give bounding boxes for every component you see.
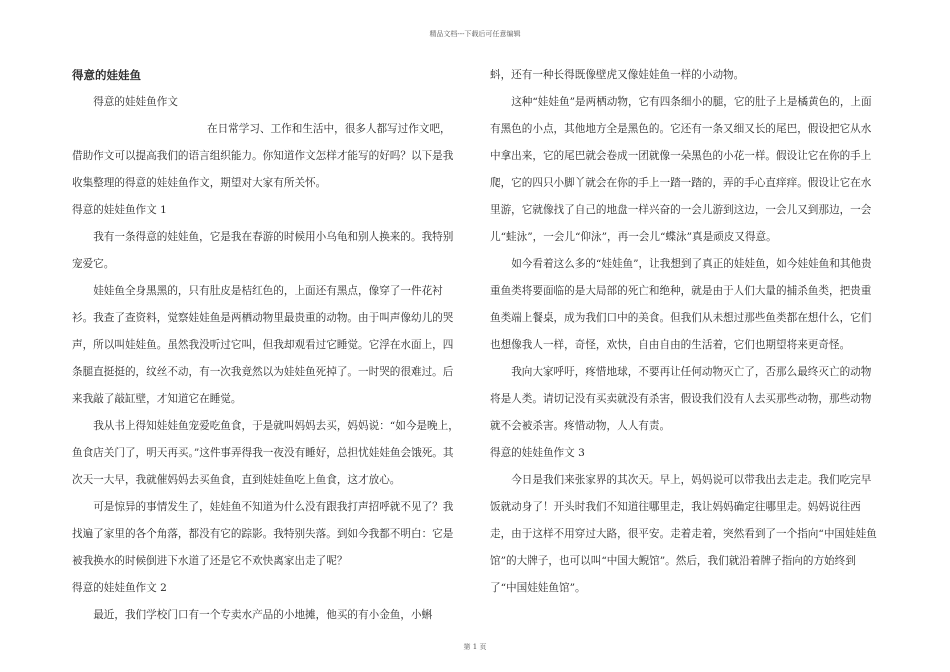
intro-line-1: 在日常学习、工作和生活中，很多人都写过作文吧，: [207, 123, 451, 135]
section-heading-3: 得意的娃娃鱼作文 3: [490, 447, 585, 459]
paragraph-8: 我向大家呼吁，疼惜地球，不要再让任何动物灭亡了，否那么最终灭亡的动物将是人类。请切记没有买卖就没有杀害，假设我们没有人去买那些动物，那些动物就不会被杀害。疼惜动物，人人有责。: [490, 366, 872, 432]
paragraph-2: 娃娃鱼全身黑黑的，只有肚皮是桔红色的，上面还有黑点，像穿了一件花衬衫。我查了查资料，觉察娃娃鱼是两栖动物里最贵重的动物。由于叫声像幼儿的哭声，所以叫娃娃鱼。虽然我没听过它叫，但我却观看过它睡觉。它浮在水面上，四条腿直挺挺的，纹丝不动，有一次我竟然以为娃娃鱼死掉了。一时哭的很难过。后来我敲了敲缸壁，才知道它在睡觉。: [72, 285, 454, 405]
paragraph-6: 这种“娃娃鱼”是两栖动物，它有四条细小的腿，它的肚子上是橘黄色的，上面有黑色的小点，其他地方全是黑色的。它还有一条又细又长的尾巴，假设把它从水中拿出来，它的尾巴就会卷成一团就像一朵黑色的小花一样。假设让它在你的手上爬，它的四只小脚丫就会在你的手上一踏一踏的，弄的手心直痒痒。假设让它在水里游，它就像找了自己的地盘一样兴奋的一会儿游到这边，一会儿又到那边，一会儿“蛙泳”，一会儿“仰泳”，再一会儿“蝶泳”真是顽皮又得意。: [490, 96, 872, 243]
paragraph-3: 我从书上得知娃娃鱼宠爱吃鱼食，于是就叫妈妈去买，妈妈说：“如今是晚上，鱼食店关门了，明天再买。”这件事弄得我一夜没有睡好，总担忧娃娃鱼会饿死。其次天一大早，我就催妈妈去买鱼食，直到娃娃鱼吃上鱼食，这才放心。: [72, 420, 459, 486]
intro-paragraph: 借助作文可以提高我们的语言组织能力。你知道作文怎样才能写的好吗？以下是我收集整理的得意的娃娃鱼作文，期望对大家有所关怀。: [72, 150, 454, 189]
paragraph-9: 今日是我们来张家界的其次天。早上，妈妈说可以带我出去走走。我们吃完早饭就动身了！开头时我们不知道往哪里走，我让妈妈确定往哪里走。妈妈说往西走，由于这样不用穿过大路，很平安。走着走着，突然看到了一个指向“中国娃娃鱼馆”的大牌子，也可以叫“中国大鲵馆”。然后，我们就沿着牌子指向的方始终到了“中国娃娃鱼馆”。: [490, 474, 877, 594]
paragraph-7: 如今看着这么多的“娃娃鱼”，让我想到了真正的娃娃鱼，如今娃娃鱼和其他贵重鱼类将要面临的是大局部的死亡和绝种，就是由于人们大量的捕杀鱼类，把贵重鱼类端上餐桌，成为我们口中的美食。但我们从未想过那些鱼类都在想什么，它们也想像我人一样，奇怪，欢快，自由自由的生活着，它们也期望将来更奇怪。: [490, 258, 872, 351]
section-heading-2: 得意的娃娃鱼作文 2: [72, 582, 167, 594]
left-column: [72, 62, 460, 629]
page-header: 精品文档---下载后可任意编辑: [429, 30, 521, 38]
document-subtitle: 得意的娃娃鱼作文: [93, 96, 178, 108]
paragraph-4: 可是惊异的事情发生了，娃娃鱼不知道为什么没有跟我打声招呼就不见了？我找遍了家里的各个角落，都没有它的踪影。我特别失落。到如今我都不明白：它是被我换水的时候倒进下水道了还是它不欢快离家出走了呢？: [72, 501, 454, 567]
paragraph-5: 最近，我们学校门口有一个专卖水产品的小地摊，他买的有小金鱼，小蝌: [93, 609, 433, 621]
right-column: [490, 62, 878, 602]
page-footer: 第 1 页: [463, 643, 487, 651]
document-title: 得意的娃娃鱼: [72, 68, 141, 82]
paragraph-1: 我有一条得意的娃娃鱼，它是我在春游的时候用小乌龟和别人换来的。我特别宠爱它。: [72, 231, 454, 270]
section-heading-1: 得意的娃娃鱼作文 1: [72, 204, 167, 216]
paragraph-5-continued: 蚪，还有一种长得既像壁虎又像娃娃鱼一样的小动物。: [490, 69, 745, 81]
